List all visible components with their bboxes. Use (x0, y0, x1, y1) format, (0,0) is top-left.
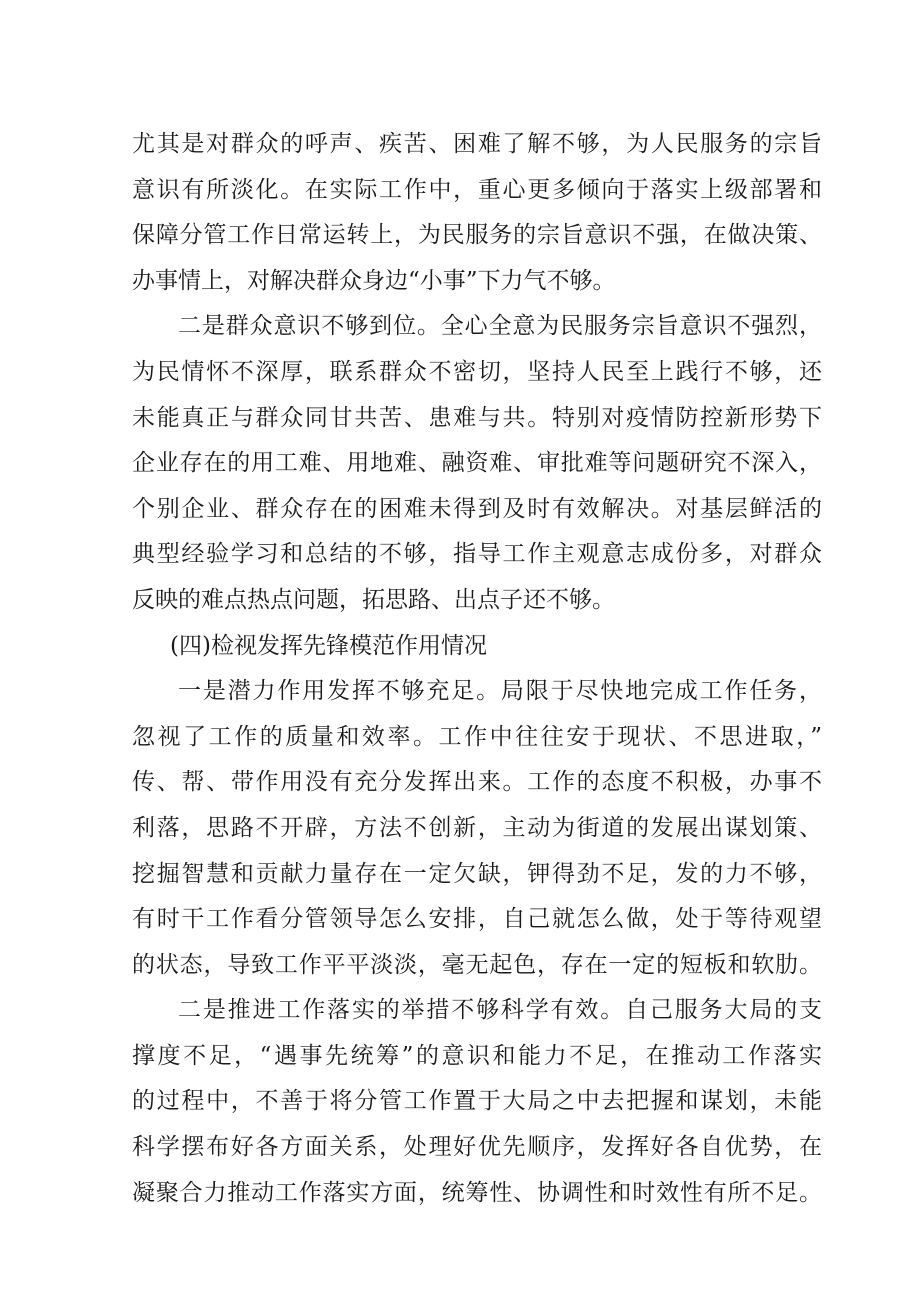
text-line: 挖掘智慧和贡献力量存在一定欠缺，钾得劲不足，发的力不够， (132, 860, 822, 887)
paragraph-start-line: 一是潜力作用发挥不够充足。局限于尽快地完成工作任务， (178, 678, 822, 705)
text-line: 撑度不足，“遇事先统筹”的意识和能力不足，在推动工作落实 (132, 1042, 822, 1069)
text-line: 保障分管工作日常运转上，为民服务的宗旨意识不强，在做决策、 (132, 222, 822, 249)
text-line: 凝聚合力推动工作落实方面，统筹性、协调性和时效性有所不足。 (132, 1179, 822, 1206)
text-line: 为民情怀不深厚，联系群众不密切，坚持人民至上践行不够，还 (132, 358, 822, 385)
paragraph-start-line: 二是群众意识不够到位。全心全意为民服务宗旨意识不强烈， (178, 313, 822, 340)
text-line: 的状态，导致工作平平淡淡，毫无起色，存在一定的短板和软肋。 (132, 951, 822, 978)
document-body (132, 122, 822, 1216)
text-line: 科学摆布好各方面关系，处理好优先顺序，发挥好各自优势，在 (132, 1134, 822, 1161)
text-line: 企业存在的用工难、用地难、融资难、审批难等问题研究不深入， (132, 450, 822, 477)
paragraph-start-line: 二是推进工作落实的举措不够科学有效。自己服务大局的支 (178, 997, 822, 1024)
text-line: 传、帮、带作用没有充分发挥出来。工作的态度不积极，办事不 (132, 769, 822, 796)
text-line: 尤其是对群众的呼声、疾苦、困难了解不够，为人民服务的宗旨 (132, 131, 822, 157)
text-line: 有时干工作看分管领导怎么安排，自己就怎么做，处于等待观望 (132, 906, 822, 933)
text-line: 未能真正与群众同甘共苦、患难与共。特别对疫情防控新形势下 (132, 404, 822, 431)
text-line: 典型经验学习和总结的不够，指导工作主观意志成份多，对群众 (132, 541, 822, 568)
text-line: 的过程中，不善于将分管工作置于大局之中去把握和谋划，未能 (132, 1088, 822, 1115)
text-line: 个别企业、群众存在的困难未得到及时有效解决。对基层鲜活的 (132, 495, 822, 522)
text-line: 办事情上，对解决群众身边“小事”下力气不够。 (132, 267, 616, 294)
text-line: 意识有所淡化。在实际工作中，重心更多倾向于落实上级部署和 (132, 176, 822, 203)
section-heading: (四)检视发挥先锋模范作用情况 (170, 632, 487, 659)
text-line: 利落，思路不开辟，方法不创新，主动为街道的发展出谋划策、 (132, 814, 822, 841)
text-line: 反映的难点热点问题，拓思路、出点子还不够。 (132, 586, 615, 613)
text-line: 忽视了工作的质量和效率。工作中往往安于现状、不思进取，” (132, 723, 822, 750)
